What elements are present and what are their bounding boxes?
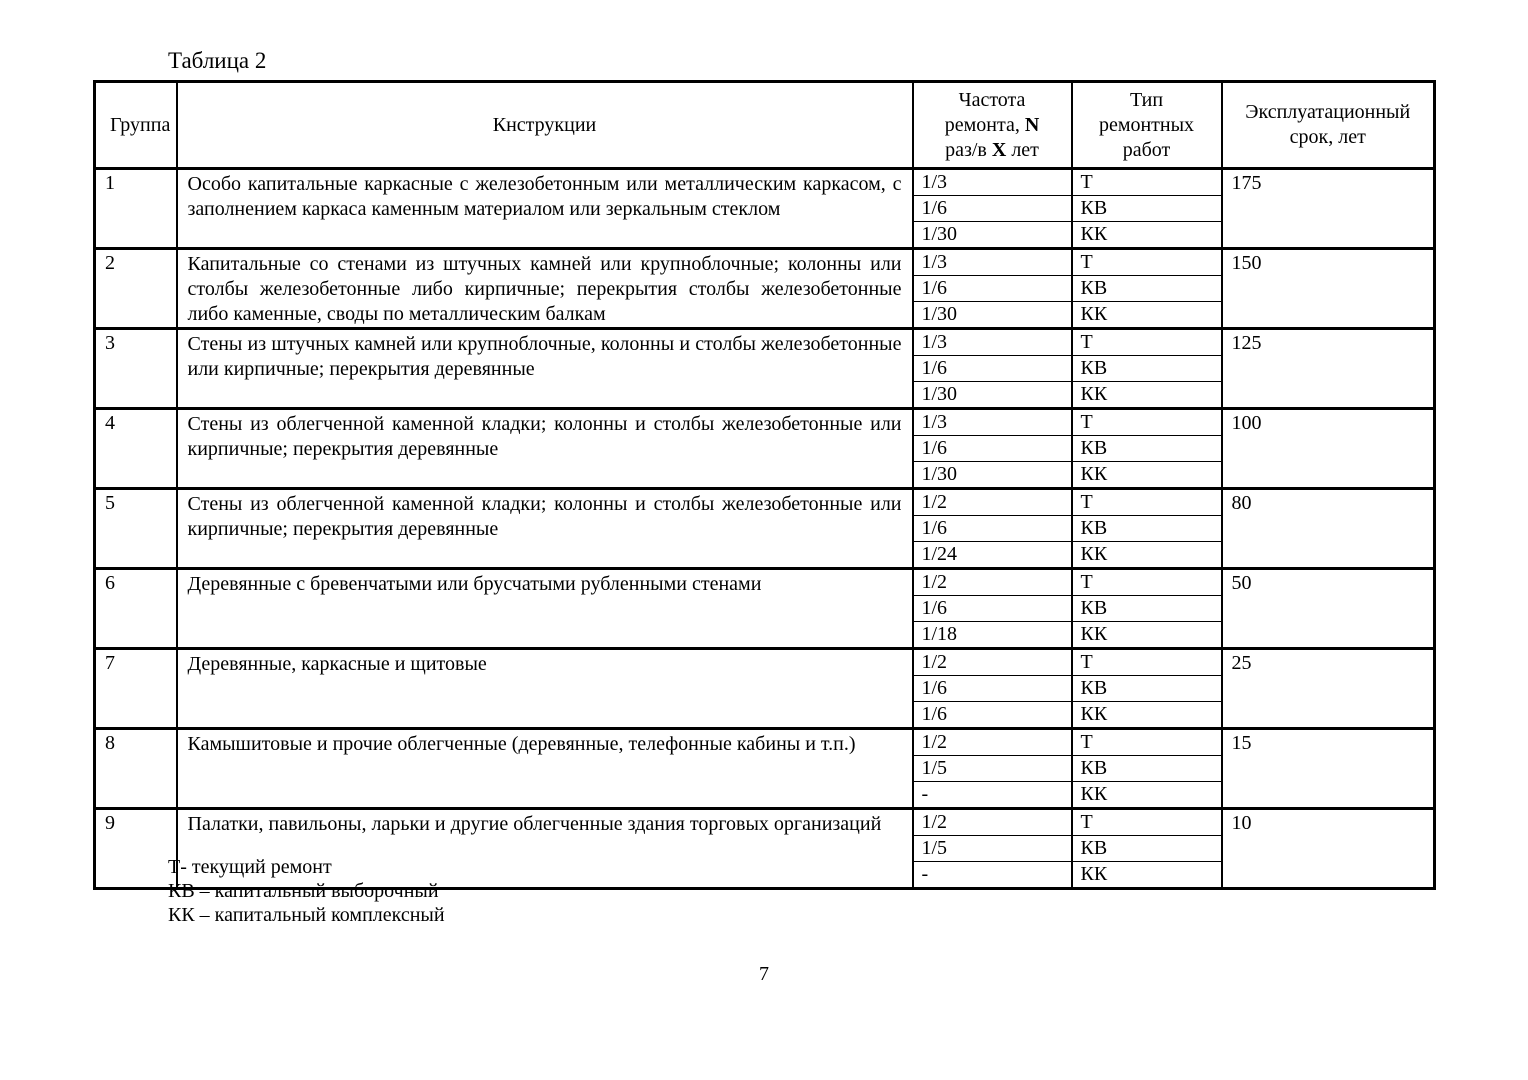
header-group: Группа bbox=[95, 82, 177, 169]
table-row bbox=[95, 489, 1435, 516]
frequency-cell: 1/6 bbox=[913, 596, 1072, 622]
repair-type-cell: Т bbox=[1072, 329, 1222, 356]
service-life-cell: 25 bbox=[1222, 649, 1435, 729]
frequency-cell: 1/30 bbox=[913, 382, 1072, 409]
repair-type-cell: КВ bbox=[1072, 516, 1222, 542]
frequency-cell: 1/3 bbox=[913, 409, 1072, 436]
header-frequency bbox=[913, 82, 1072, 169]
group-number-cell: 4 bbox=[95, 409, 177, 489]
repair-type-cell: Т bbox=[1072, 489, 1222, 516]
frequency-cell: 1/30 bbox=[913, 302, 1072, 329]
repair-type-cell: КК bbox=[1072, 702, 1222, 729]
group-number-cell: 6 bbox=[95, 569, 177, 649]
service-life-cell: 125 bbox=[1222, 329, 1435, 409]
legend-line-kv: КВ – капитальный выборочный bbox=[168, 880, 439, 902]
service-life-cell: 100 bbox=[1222, 409, 1435, 489]
repair-type-cell: КК bbox=[1072, 542, 1222, 569]
frequency-cell: 1/6 bbox=[913, 676, 1072, 702]
repair-type-cell: Т bbox=[1072, 409, 1222, 436]
group-number-cell: 7 bbox=[95, 649, 177, 729]
page-number: 7 bbox=[759, 963, 769, 985]
table-row bbox=[95, 249, 1435, 276]
construction-cell: Деревянные, каркасные и щитовые bbox=[177, 649, 913, 729]
frequency-cell: 1/30 bbox=[913, 222, 1072, 249]
frequency-cell: 1/18 bbox=[913, 622, 1072, 649]
repair-type-cell: КВ bbox=[1072, 676, 1222, 702]
header-service-life: Эксплуатационный срок, лет bbox=[1222, 82, 1435, 169]
frequency-cell: 1/2 bbox=[913, 489, 1072, 516]
repair-type-cell: КВ bbox=[1072, 196, 1222, 222]
repair-type-cell: КК bbox=[1072, 382, 1222, 409]
service-life-cell: 150 bbox=[1222, 249, 1435, 329]
repair-type-cell: Т bbox=[1072, 169, 1222, 196]
repair-type-cell: КК bbox=[1072, 782, 1222, 809]
frequency-cell: 1/2 bbox=[913, 569, 1072, 596]
table-row bbox=[95, 169, 1435, 196]
frequency-cell: 1/24 bbox=[913, 542, 1072, 569]
page-title: Таблица 2 bbox=[168, 48, 267, 73]
repair-standards-table bbox=[93, 80, 1436, 890]
construction-cell: Деревянные с бревенчатыми или брусчатыми рубленными стенами bbox=[177, 569, 913, 649]
frequency-cell: 1/3 bbox=[913, 169, 1072, 196]
construction-cell: Особо капитальные каркасные с железобетонным или металлическим каркасом, с заполнением каркаса каменным материалом или зеркальным стеклом bbox=[177, 169, 913, 249]
table-row bbox=[95, 329, 1435, 356]
group-number-cell: 3 bbox=[95, 329, 177, 409]
repair-type-cell: КК bbox=[1072, 462, 1222, 489]
repair-type-cell: Т bbox=[1072, 729, 1222, 756]
frequency-cell: 1/3 bbox=[913, 249, 1072, 276]
construction-cell: Стены из облегченной каменной кладки; колонны и столбы железобетонные или кирпичные; перекрытия деревянные bbox=[177, 489, 913, 569]
header-frequency-text: Частота ремонта, bbox=[944, 88, 1026, 136]
group-number-cell: 8 bbox=[95, 729, 177, 809]
header-row bbox=[95, 82, 1435, 169]
frequency-cell: 1/2 bbox=[913, 729, 1072, 756]
group-number-cell: 9 bbox=[95, 809, 177, 889]
service-life-cell: 10 bbox=[1222, 809, 1435, 889]
service-life-cell: 175 bbox=[1222, 169, 1435, 249]
frequency-cell: 1/2 bbox=[913, 649, 1072, 676]
group-number-cell: 1 bbox=[95, 169, 177, 249]
repair-type-cell: КВ bbox=[1072, 356, 1222, 382]
construction-cell: Стены из штучных камней или крупноблочные, колонны и столбы железобетонные или кирпичные; перекрытия деревянные bbox=[177, 329, 913, 409]
frequency-cell: 1/6 bbox=[913, 196, 1072, 222]
repair-type-cell: КВ bbox=[1072, 596, 1222, 622]
repair-type-cell: Т bbox=[1072, 569, 1222, 596]
table-row bbox=[95, 809, 1435, 836]
table-row bbox=[95, 409, 1435, 436]
table-row bbox=[95, 729, 1435, 756]
frequency-cell: 1/5 bbox=[913, 756, 1072, 782]
legend bbox=[168, 855, 445, 927]
repair-type-cell: КВ bbox=[1072, 436, 1222, 462]
repair-type-cell: КВ bbox=[1072, 836, 1222, 862]
repair-type-cell: Т bbox=[1072, 809, 1222, 836]
frequency-cell: 1/6 bbox=[913, 516, 1072, 542]
repair-type-cell: КК bbox=[1072, 302, 1222, 329]
header-frequency-x: X bbox=[991, 138, 1007, 161]
repair-type-cell: КВ bbox=[1072, 276, 1222, 302]
repair-type-cell: Т bbox=[1072, 249, 1222, 276]
frequency-cell: - bbox=[913, 782, 1072, 809]
header-construction: Кнструкции bbox=[177, 82, 913, 169]
repair-type-cell: КВ bbox=[1072, 756, 1222, 782]
frequency-cell: 1/5 bbox=[913, 836, 1072, 862]
header-repair-type: Тип ремонтных работ bbox=[1072, 82, 1222, 169]
frequency-cell: 1/6 bbox=[913, 436, 1072, 462]
header-frequency-n: N bbox=[1024, 113, 1040, 136]
group-number-cell: 2 bbox=[95, 249, 177, 329]
frequency-cell: - bbox=[913, 862, 1072, 889]
service-life-cell: 15 bbox=[1222, 729, 1435, 809]
legend-line-t: Т- текущий ремонт bbox=[168, 856, 332, 878]
frequency-cell: 1/3 bbox=[913, 329, 1072, 356]
repair-type-cell: КК bbox=[1072, 862, 1222, 889]
frequency-cell: 1/6 bbox=[913, 702, 1072, 729]
construction-cell: Капитальные со стенами из штучных камней или крупноблочные; колонны или столбы железобетонные либо кирпичные; перекрытия столбы железобетонные либо каменные, своды по металлическим балкам bbox=[177, 249, 913, 329]
repair-type-cell: КК bbox=[1072, 622, 1222, 649]
repair-type-cell: Т bbox=[1072, 649, 1222, 676]
construction-cell: Палатки, павильоны, ларьки и другие облегченные здания торговых организаций bbox=[177, 809, 913, 889]
repair-type-cell: КК bbox=[1072, 222, 1222, 249]
table-row bbox=[95, 649, 1435, 676]
frequency-cell: 1/6 bbox=[913, 276, 1072, 302]
table-row bbox=[95, 569, 1435, 596]
frequency-cell: 1/30 bbox=[913, 462, 1072, 489]
header-frequency-post: лет bbox=[1006, 138, 1039, 161]
construction-cell: Стены из облегченной каменной кладки; колонны и столбы железобетонные или кирпичные; перекрытия деревянные bbox=[177, 409, 913, 489]
service-life-cell: 50 bbox=[1222, 569, 1435, 649]
group-number-cell: 5 bbox=[95, 489, 177, 569]
construction-cell: Камышитовые и прочие облегченные (деревянные, телефонные кабины и т.п.) bbox=[177, 729, 913, 809]
header-frequency-mid: раз/в bbox=[945, 138, 992, 161]
service-life-cell: 80 bbox=[1222, 489, 1435, 569]
frequency-cell: 1/2 bbox=[913, 809, 1072, 836]
legend-line-kk: КК – капитальный комплексный bbox=[168, 904, 445, 926]
frequency-cell: 1/6 bbox=[913, 356, 1072, 382]
